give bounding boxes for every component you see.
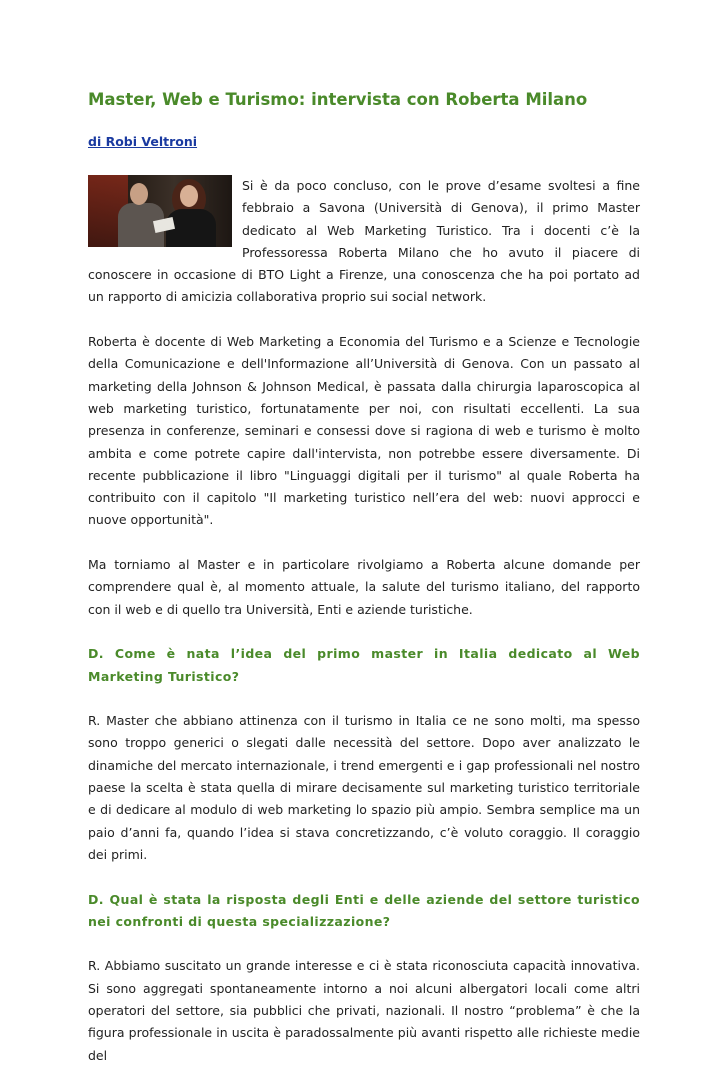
photo-woman-face — [180, 185, 198, 207]
intro-text: Si è da poco concluso, con le prove d’esame svoltesi a fine febbraio a Savona (Università di Genova), il primo Master dedicato al Web Marketing Turistico. Tra i docenti c’è la Professoressa Roberta Milano che ho avuto il piacere di conoscere in occasione di BTO Light a Firenze, una conoscenza che ha poi portato ad un rapporto di amicizia collaborativa proprio sui social network. — [88, 178, 640, 305]
photo-man-head — [130, 183, 148, 205]
interview-photo — [88, 175, 232, 247]
answer-1: R. Master che abbiano attinenza con il turismo in Italia ce ne sono molti, ma spesso sono troppo generici o slegati dalle necessità del settore. Dopo aver analizzato le dinamiche del mercato internazionale, i trend emergenti e i gap professionali nel nostro paese la scelta è stata quella di mirare decisamente sul marketing turistico territoriale e di dedicare al modulo di web marketing lo spazio più ampio. Sembra semplice ma un paio d’anni fa, quando l’idea si stava concretizzando, c’è voluto coraggio. Il coraggio dei primi. — [88, 713, 640, 862]
answer-2: R. Abbiamo suscitato un grande interesse e ci è stata riconosciuta capacità innovativa. Si sono aggregati spontaneamente intorno a noi alcuni albergatori locali come altri operatori del settore, sia pubblici che privati, nazionali. Il nostro “problema” è che la figura professionale in uscita è paradossalmente più avanti rispetto alle richieste medie del — [88, 958, 640, 1063]
author-link[interactable]: di Robi Veltroni — [88, 134, 198, 149]
intro-paragraph — [88, 175, 640, 309]
question-1: D. Come è nata l’idea del primo master in Italia dedicato al Web Marketing Turistico? — [88, 646, 640, 684]
article-title: Master, Web e Turismo: intervista con Roberta Milano — [88, 90, 588, 109]
question-2: D. Qual è stata la risposta degli Enti e delle aziende del settore turistico nei confronti di questa specializzazione? — [88, 891, 640, 929]
bio-paragraph: Roberta è docente di Web Marketing a Economia del Turismo e a Scienze e Tecnologie della Comunicazione e dell'Informazione all’Università di Genova. Con un passato al marketing della Johnson & Johnson Medical, è passata dalla chirurgia laparoscopica al web marketing turistico, fortunatamente per noi, con risultati eccellenti. La sua presenza in conferenze, seminari e consessi dove si ragiona di web e turismo è molto ambita e come potrete capire dall'intervista, non potrebbe essere diversamente. Di recente pubblicazione il libro "Linguaggi digitali per il turismo" al quale Roberta ha contribuito con il capitolo "Il marketing turistico nell’era del web: nuovi approcci e nuove opportunità". — [88, 334, 640, 528]
article-body — [88, 175, 640, 1089]
lead-paragraph: Ma torniamo al Master e in particolare rivolgiamo a Roberta alcune domande per comprendere qual è, al momento attuale, la salute del turismo italiano, del rapporto con il web e di quello tra Università, Enti e aziende turistiche. — [88, 557, 640, 617]
